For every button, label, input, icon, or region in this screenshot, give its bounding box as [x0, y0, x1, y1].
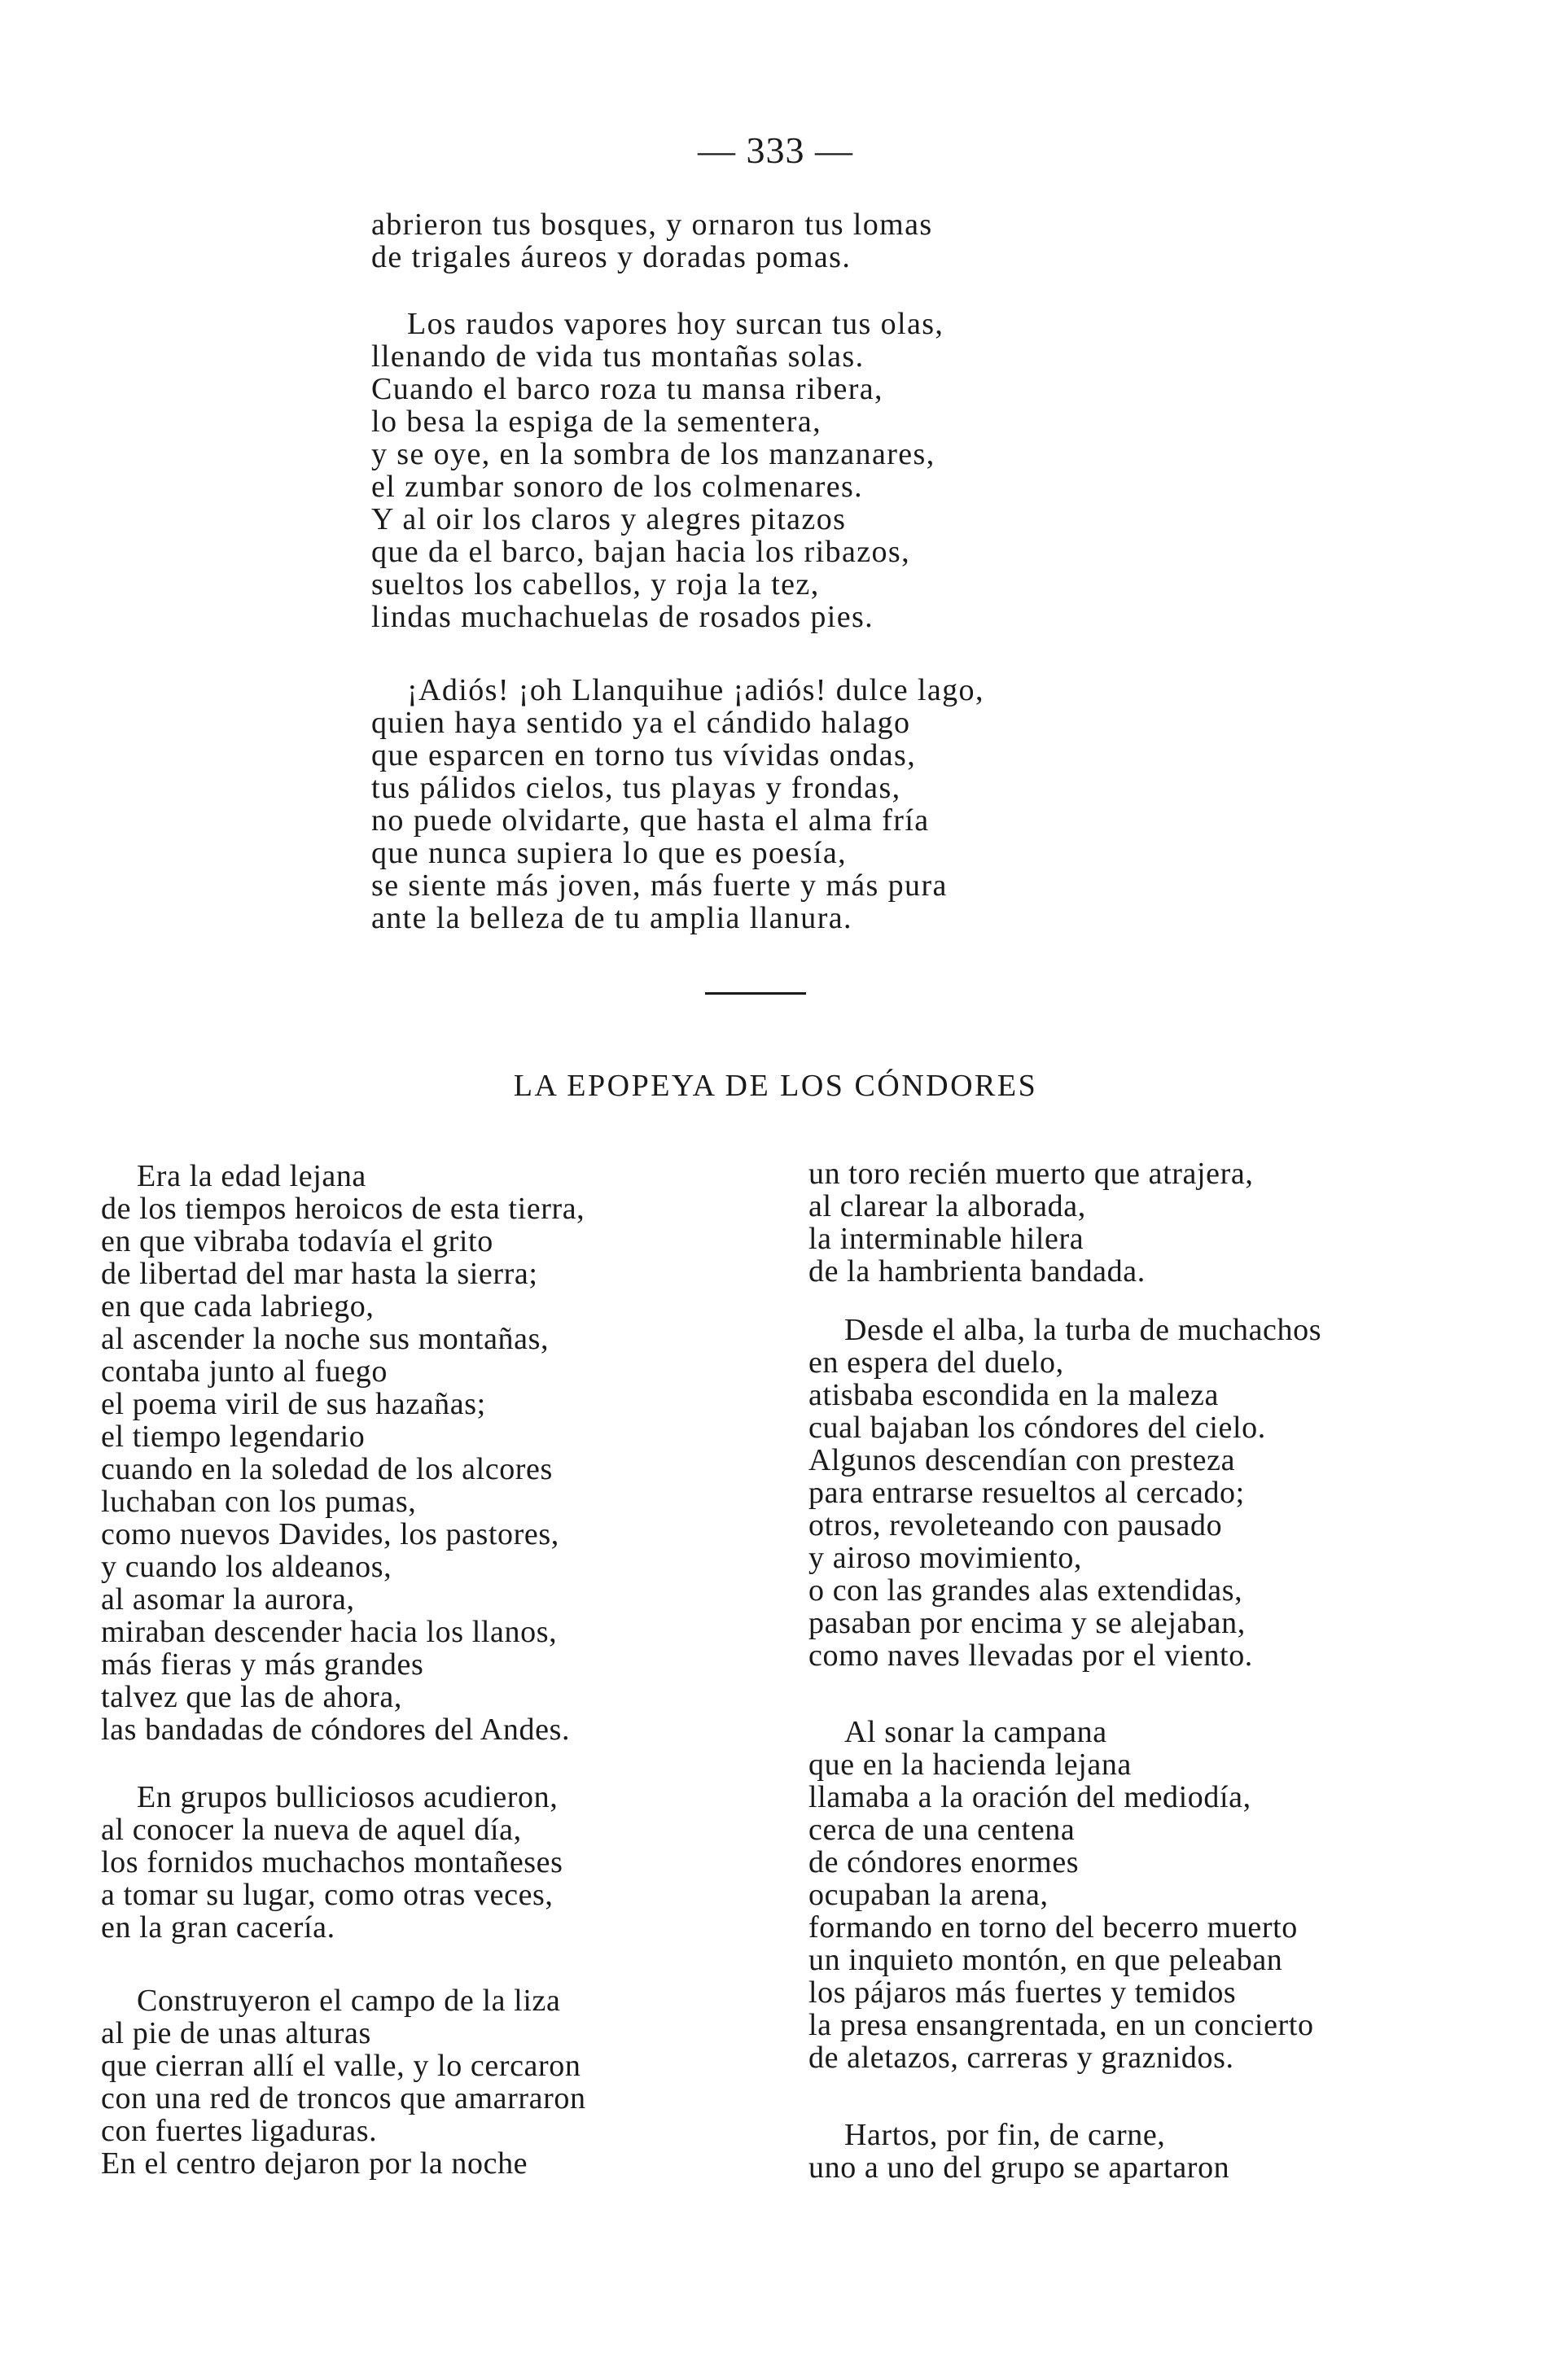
- verse-line: llenando de vida tus montañas solas.: [371, 339, 865, 374]
- verse-line: la interminable hilera: [808, 1222, 1084, 1256]
- verse-line: formando en torno del becerro muerto: [808, 1910, 1298, 1945]
- top-poem-stanza: [371, 208, 933, 273]
- verse-line: o con las grandes alas extendidas,: [808, 1573, 1243, 1608]
- verse-line: de trigales áureos y doradas pomas.: [371, 240, 852, 274]
- verse-line: y cuando los aldeanos,: [101, 1550, 392, 1584]
- verse-line: atisbaba escondida en la maleza: [808, 1378, 1219, 1412]
- verse-line: el tiempo legendario: [101, 1420, 366, 1454]
- verse-line: las bandadas de cóndores del Andes.: [101, 1713, 571, 1747]
- verse-line: al pie de unas alturas: [101, 2016, 371, 2050]
- verse-line: Cuando el barco roza tu mansa ribera,: [371, 372, 883, 406]
- verse-line: de cóndores enormes: [808, 1845, 1080, 1879]
- verse-line: en que vibraba todavía el grito: [101, 1224, 493, 1258]
- verse-line: uno a uno del grupo se apartaron: [808, 2150, 1230, 2185]
- verse-line: Algunos descendían con presteza: [808, 1443, 1236, 1477]
- verse-line: luchaban con los pumas,: [101, 1485, 417, 1519]
- verse-line: sueltos los cabellos, y roja la tez,: [371, 567, 820, 602]
- verse-line: cuando en la soledad de los alcores: [101, 1452, 553, 1486]
- verse-line: de aletazos, carreras y graznidos.: [808, 2041, 1234, 2075]
- left-column-stanza: [101, 1984, 586, 2180]
- verse-line: que en la hacienda lejana: [808, 1748, 1132, 1782]
- verse-line: que esparcen en torno tus vívidas ondas,: [371, 738, 917, 772]
- verse-line: de la hambrienta bandada.: [808, 1254, 1146, 1288]
- verse-line: y airoso movimiento,: [808, 1541, 1083, 1575]
- verse-line: pasaban por encima y se alejaban,: [808, 1606, 1246, 1640]
- verse-line: Y al oir los claros y alegres pitazos: [371, 502, 847, 536]
- verse-line: Construyeron el campo de la liza: [137, 1984, 561, 2018]
- right-column-stanza: [808, 1716, 1314, 2074]
- verse-line: se siente más joven, más fuerte y más pura: [371, 868, 948, 903]
- verse-line: con fuertes ligaduras.: [101, 2114, 378, 2148]
- verse-line: ¡Adiós! ¡oh Llanquihue ¡adiós! dulce lago,: [407, 673, 984, 707]
- verse-line: los pájaros más fuertes y temidos: [808, 1975, 1237, 2010]
- verse-line: ante la belleza de tu amplia llanura.: [371, 901, 852, 935]
- verse-line: con una red de troncos que amarraron: [101, 2081, 586, 2115]
- verse-line: contaba junto al fuego: [101, 1354, 388, 1389]
- verse-line: talvez que las de ahora,: [101, 1680, 402, 1714]
- verse-line: el zumbar sonoro de los colmenares.: [371, 470, 864, 504]
- verse-line: un inquieto montón, en que peleaban: [808, 1943, 1283, 1977]
- verse-line: Desde el alba, la turba de muchachos: [844, 1313, 1322, 1347]
- verse-line: Era la edad lejana: [137, 1159, 366, 1193]
- verse-line: más fieras y más grandes: [101, 1647, 424, 1682]
- verse-line: a tomar su lugar, como otras veces,: [101, 1878, 554, 1912]
- verse-line: tus pálidos cielos, tus playas y frondas,: [371, 771, 901, 805]
- section-title: LA EPOPEYA DE LOS CÓNDORES: [513, 1069, 1038, 1103]
- verse-line: Los raudos vapores hoy surcan tus olas,: [407, 307, 944, 341]
- left-column-stanza: [101, 1781, 563, 1944]
- verse-line: que cierran allí el valle, y lo cercaron: [101, 2049, 581, 2083]
- verse-line: Al sonar la campana: [844, 1715, 1107, 1749]
- top-poem-stanza: [371, 674, 984, 934]
- verse-line: un toro recién muerto que atrajera,: [808, 1157, 1254, 1191]
- verse-line: lindas muchachuelas de rosados pies.: [371, 600, 874, 634]
- verse-line: al conocer la nueva de aquel día,: [101, 1813, 522, 1847]
- verse-line: quien haya sentido ya el cándido halago: [371, 706, 911, 740]
- verse-line: al asomar la aurora,: [101, 1582, 355, 1617]
- right-column-stanza: [808, 1314, 1321, 1672]
- verse-line: lo besa la espiga de la sementera,: [371, 405, 822, 439]
- verse-line: abrieron tus bosques, y ornaron tus lomas: [371, 208, 933, 242]
- section-divider: [705, 992, 806, 995]
- verse-line: de los tiempos heroicos de esta tierra,: [101, 1192, 585, 1226]
- verse-line: miraban descender hacia los llanos,: [101, 1615, 558, 1649]
- right-column-stanza: [808, 1157, 1253, 1288]
- verse-line: En grupos bulliciosos acudieron,: [137, 1780, 559, 1814]
- verse-line: que da el barco, bajan hacia los ribazos,: [371, 535, 910, 569]
- page-number: — 333 —: [698, 129, 853, 171]
- verse-line: los fornidos muchachos montañeses: [101, 1845, 563, 1879]
- verse-line: al clarear la alborada,: [808, 1189, 1086, 1223]
- verse-line: Hartos, por fin, de carne,: [844, 2118, 1166, 2152]
- verse-line: al ascender la noche sus montañas,: [101, 1322, 550, 1356]
- verse-line: el poema viril de sus hazañas;: [101, 1387, 486, 1421]
- verse-line: cerca de una centena: [808, 1813, 1076, 1847]
- verse-line: para entrarse resueltos al cercado;: [808, 1476, 1245, 1510]
- verse-line: En el centro dejaron por la noche: [101, 2146, 528, 2181]
- top-poem-stanza: [371, 308, 944, 633]
- verse-line: otros, revoleteando con pausado: [808, 1508, 1223, 1542]
- verse-line: como nuevos Davides, los pastores,: [101, 1517, 559, 1551]
- verse-line: en que cada labriego,: [101, 1289, 375, 1323]
- verse-line: ocupaban la arena,: [808, 1878, 1049, 1912]
- right-column-stanza: [808, 2119, 1229, 2184]
- verse-line: en la gran cacería.: [101, 1910, 335, 1945]
- verse-line: la presa ensangrentada, en un concierto: [808, 2008, 1314, 2042]
- left-column-stanza: [101, 1160, 585, 1746]
- verse-line: no puede olvidarte, que hasta el alma fría: [371, 803, 930, 838]
- verse-line: en espera del duelo,: [808, 1345, 1064, 1380]
- verse-line: cual bajaban los cóndores del cielo.: [808, 1411, 1266, 1445]
- verse-line: de libertad del mar hasta la sierra;: [101, 1257, 538, 1291]
- verse-line: llamaba a la oración del mediodía,: [808, 1780, 1251, 1814]
- verse-line: como naves llevadas por el viento.: [808, 1638, 1253, 1673]
- verse-line: que nunca supiera lo que es poesía,: [371, 836, 847, 870]
- verse-line: y se oye, en la sombra de los manzanares,: [371, 437, 935, 471]
